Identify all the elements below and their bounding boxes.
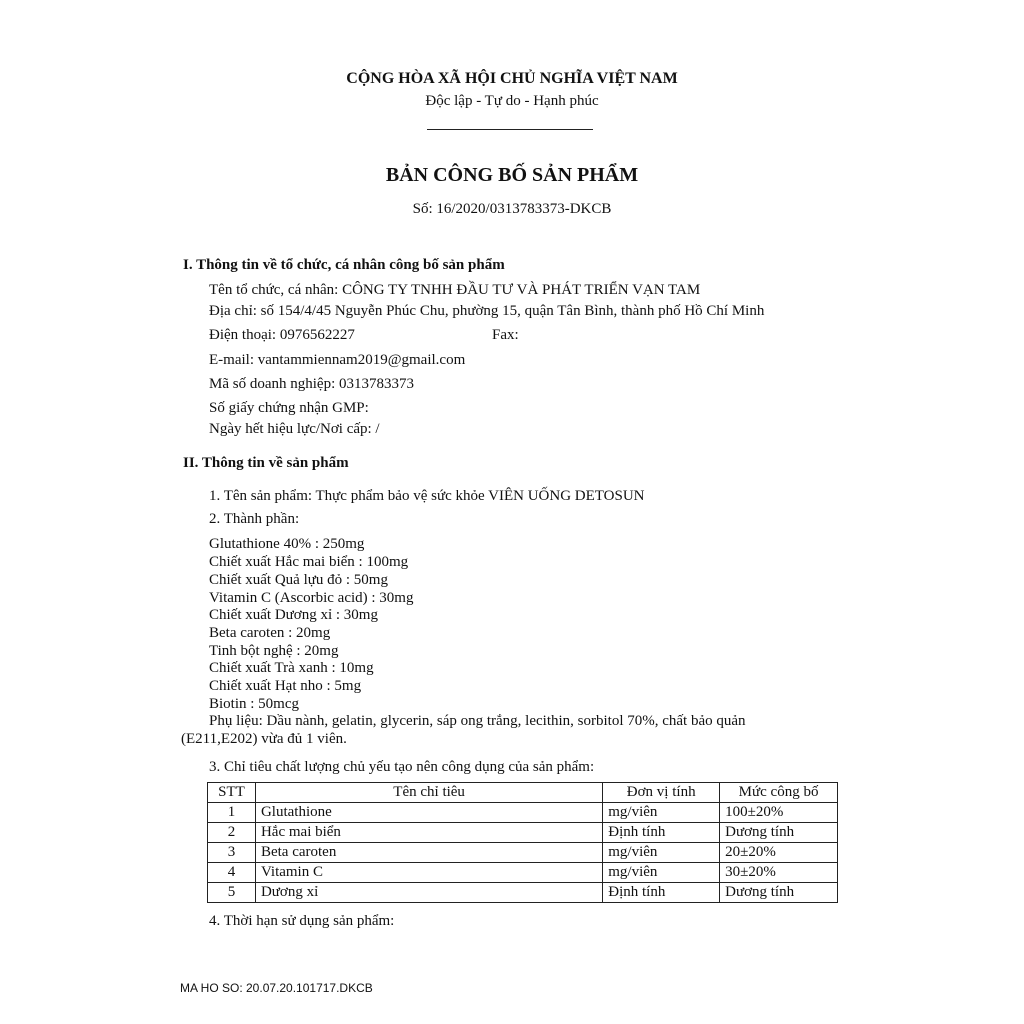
business-code: Mã số doanh nghiệp: 0313783373 bbox=[209, 376, 414, 392]
org-address: Địa chỉ: số 154/4/45 Nguyễn Phúc Chu, phường 15, quận Tân Bình, thành phố Hồ Chí Minh bbox=[209, 303, 765, 319]
table-row bbox=[208, 883, 838, 903]
section2-heading: II. Thông tin về sản phẩm bbox=[183, 455, 349, 471]
table-cell: 5 bbox=[208, 883, 256, 903]
ingredient-item: Chiết xuất Hắc mai biển : 100mg bbox=[209, 554, 409, 570]
gmp-certificate: Số giấy chứng nhận GMP: bbox=[209, 400, 369, 416]
motto: Độc lập - Tự do - Hạnh phúc bbox=[425, 93, 599, 109]
table-header-cell: STT bbox=[208, 783, 256, 803]
ingredient-item: Biotin : 50mcg bbox=[209, 696, 299, 712]
document-number: Số: 16/2020/0313783373-DKCB bbox=[412, 201, 612, 217]
table-cell: 2 bbox=[208, 823, 256, 843]
table-cell: Định tính bbox=[603, 823, 720, 843]
table-cell: Định tính bbox=[603, 883, 720, 903]
table-cell: 3 bbox=[208, 843, 256, 863]
table-cell: Glutathione bbox=[255, 803, 602, 823]
product-name: 1. Tên sản phẩm: Thực phẩm bảo vệ sức khỏe VIÊN UỐNG DETOSUN bbox=[209, 488, 645, 504]
table-header-cell: Đơn vị tính bbox=[603, 783, 720, 803]
shelf-life-label: 4. Thời hạn sử dụng sản phẩm: bbox=[209, 913, 395, 929]
table-cell: Vitamin C bbox=[255, 863, 602, 883]
table-row bbox=[208, 823, 838, 843]
table-header-cell: Mức công bố bbox=[720, 783, 838, 803]
ingredient-item: Chiết xuất Trà xanh : 10mg bbox=[209, 660, 374, 676]
table-cell: mg/viên bbox=[603, 803, 720, 823]
table-cell: Dương tính bbox=[720, 883, 838, 903]
table-cell: Beta caroten bbox=[255, 843, 602, 863]
ingredient-item: Chiết xuất Hạt nho : 5mg bbox=[209, 678, 362, 694]
org-name: Tên tổ chức, cá nhân: CÔNG TY TNHH ĐẦU TƯ VÀ PHÁT TRIỂN VẠN TAM bbox=[209, 282, 701, 298]
table-header-row bbox=[208, 783, 838, 803]
document-title: BẢN CÔNG BỐ SẢN PHẨM bbox=[385, 164, 639, 186]
ingredient-item: Vitamin C (Ascorbic acid) : 30mg bbox=[209, 590, 414, 606]
composition-label: 2. Thành phần: bbox=[209, 511, 300, 527]
table-cell: Dương tính bbox=[720, 823, 838, 843]
table-row bbox=[208, 843, 838, 863]
table-header-cell: Tên chỉ tiêu bbox=[255, 783, 602, 803]
table-cell: mg/viên bbox=[603, 863, 720, 883]
excipients-line: (E211,E202) vừa đủ 1 viên. bbox=[181, 731, 347, 747]
org-fax: Fax: bbox=[492, 327, 519, 343]
ingredient-item: Beta caroten : 20mg bbox=[209, 625, 331, 641]
table-cell: Hắc mai biển bbox=[255, 823, 602, 843]
table-cell: 4 bbox=[208, 863, 256, 883]
table-row bbox=[208, 803, 838, 823]
ingredient-item: Chiết xuất Quả lựu đỏ : 50mg bbox=[209, 572, 388, 588]
quality-label: 3. Chỉ tiêu chất lượng chủ yếu tạo nên công dụng của sản phẩm: bbox=[209, 759, 595, 775]
republic-heading: CỘNG HÒA XÃ HỘI CHỦ NGHĨA VIỆT NAM bbox=[346, 70, 678, 87]
ingredient-item: Tinh bột nghệ : 20mg bbox=[209, 643, 339, 659]
section1-heading: I. Thông tin về tổ chức, cá nhân công bố sản phẩm bbox=[183, 257, 505, 273]
ingredient-item: Glutathione 40% : 250mg bbox=[209, 536, 365, 552]
table-cell: 20±20% bbox=[720, 843, 838, 863]
table-cell: Dương xỉ bbox=[255, 883, 602, 903]
header-divider bbox=[427, 129, 593, 130]
org-phone: Điện thoại: 0976562227 bbox=[209, 327, 355, 343]
excipients-line: Phụ liệu: Dầu nành, gelatin, glycerin, sáp ong trắng, lecithin, sorbitol 70%, chất bảo quản bbox=[209, 713, 746, 729]
table-cell: 100±20% bbox=[720, 803, 838, 823]
certificate-expiry: Ngày hết hiệu lực/Nơi cấp: / bbox=[209, 421, 380, 437]
table-cell: 1 bbox=[208, 803, 256, 823]
table-row bbox=[208, 863, 838, 883]
ingredient-item: Chiết xuất Dương xỉ : 30mg bbox=[209, 607, 378, 623]
org-email: E-mail: vantammiennam2019@gmail.com bbox=[209, 352, 466, 368]
quality-table bbox=[207, 782, 838, 903]
table-cell: mg/viên bbox=[603, 843, 720, 863]
record-code: MA HO SO: 20.07.20.101717.DKCB bbox=[180, 981, 373, 995]
table-cell: 30±20% bbox=[720, 863, 838, 883]
